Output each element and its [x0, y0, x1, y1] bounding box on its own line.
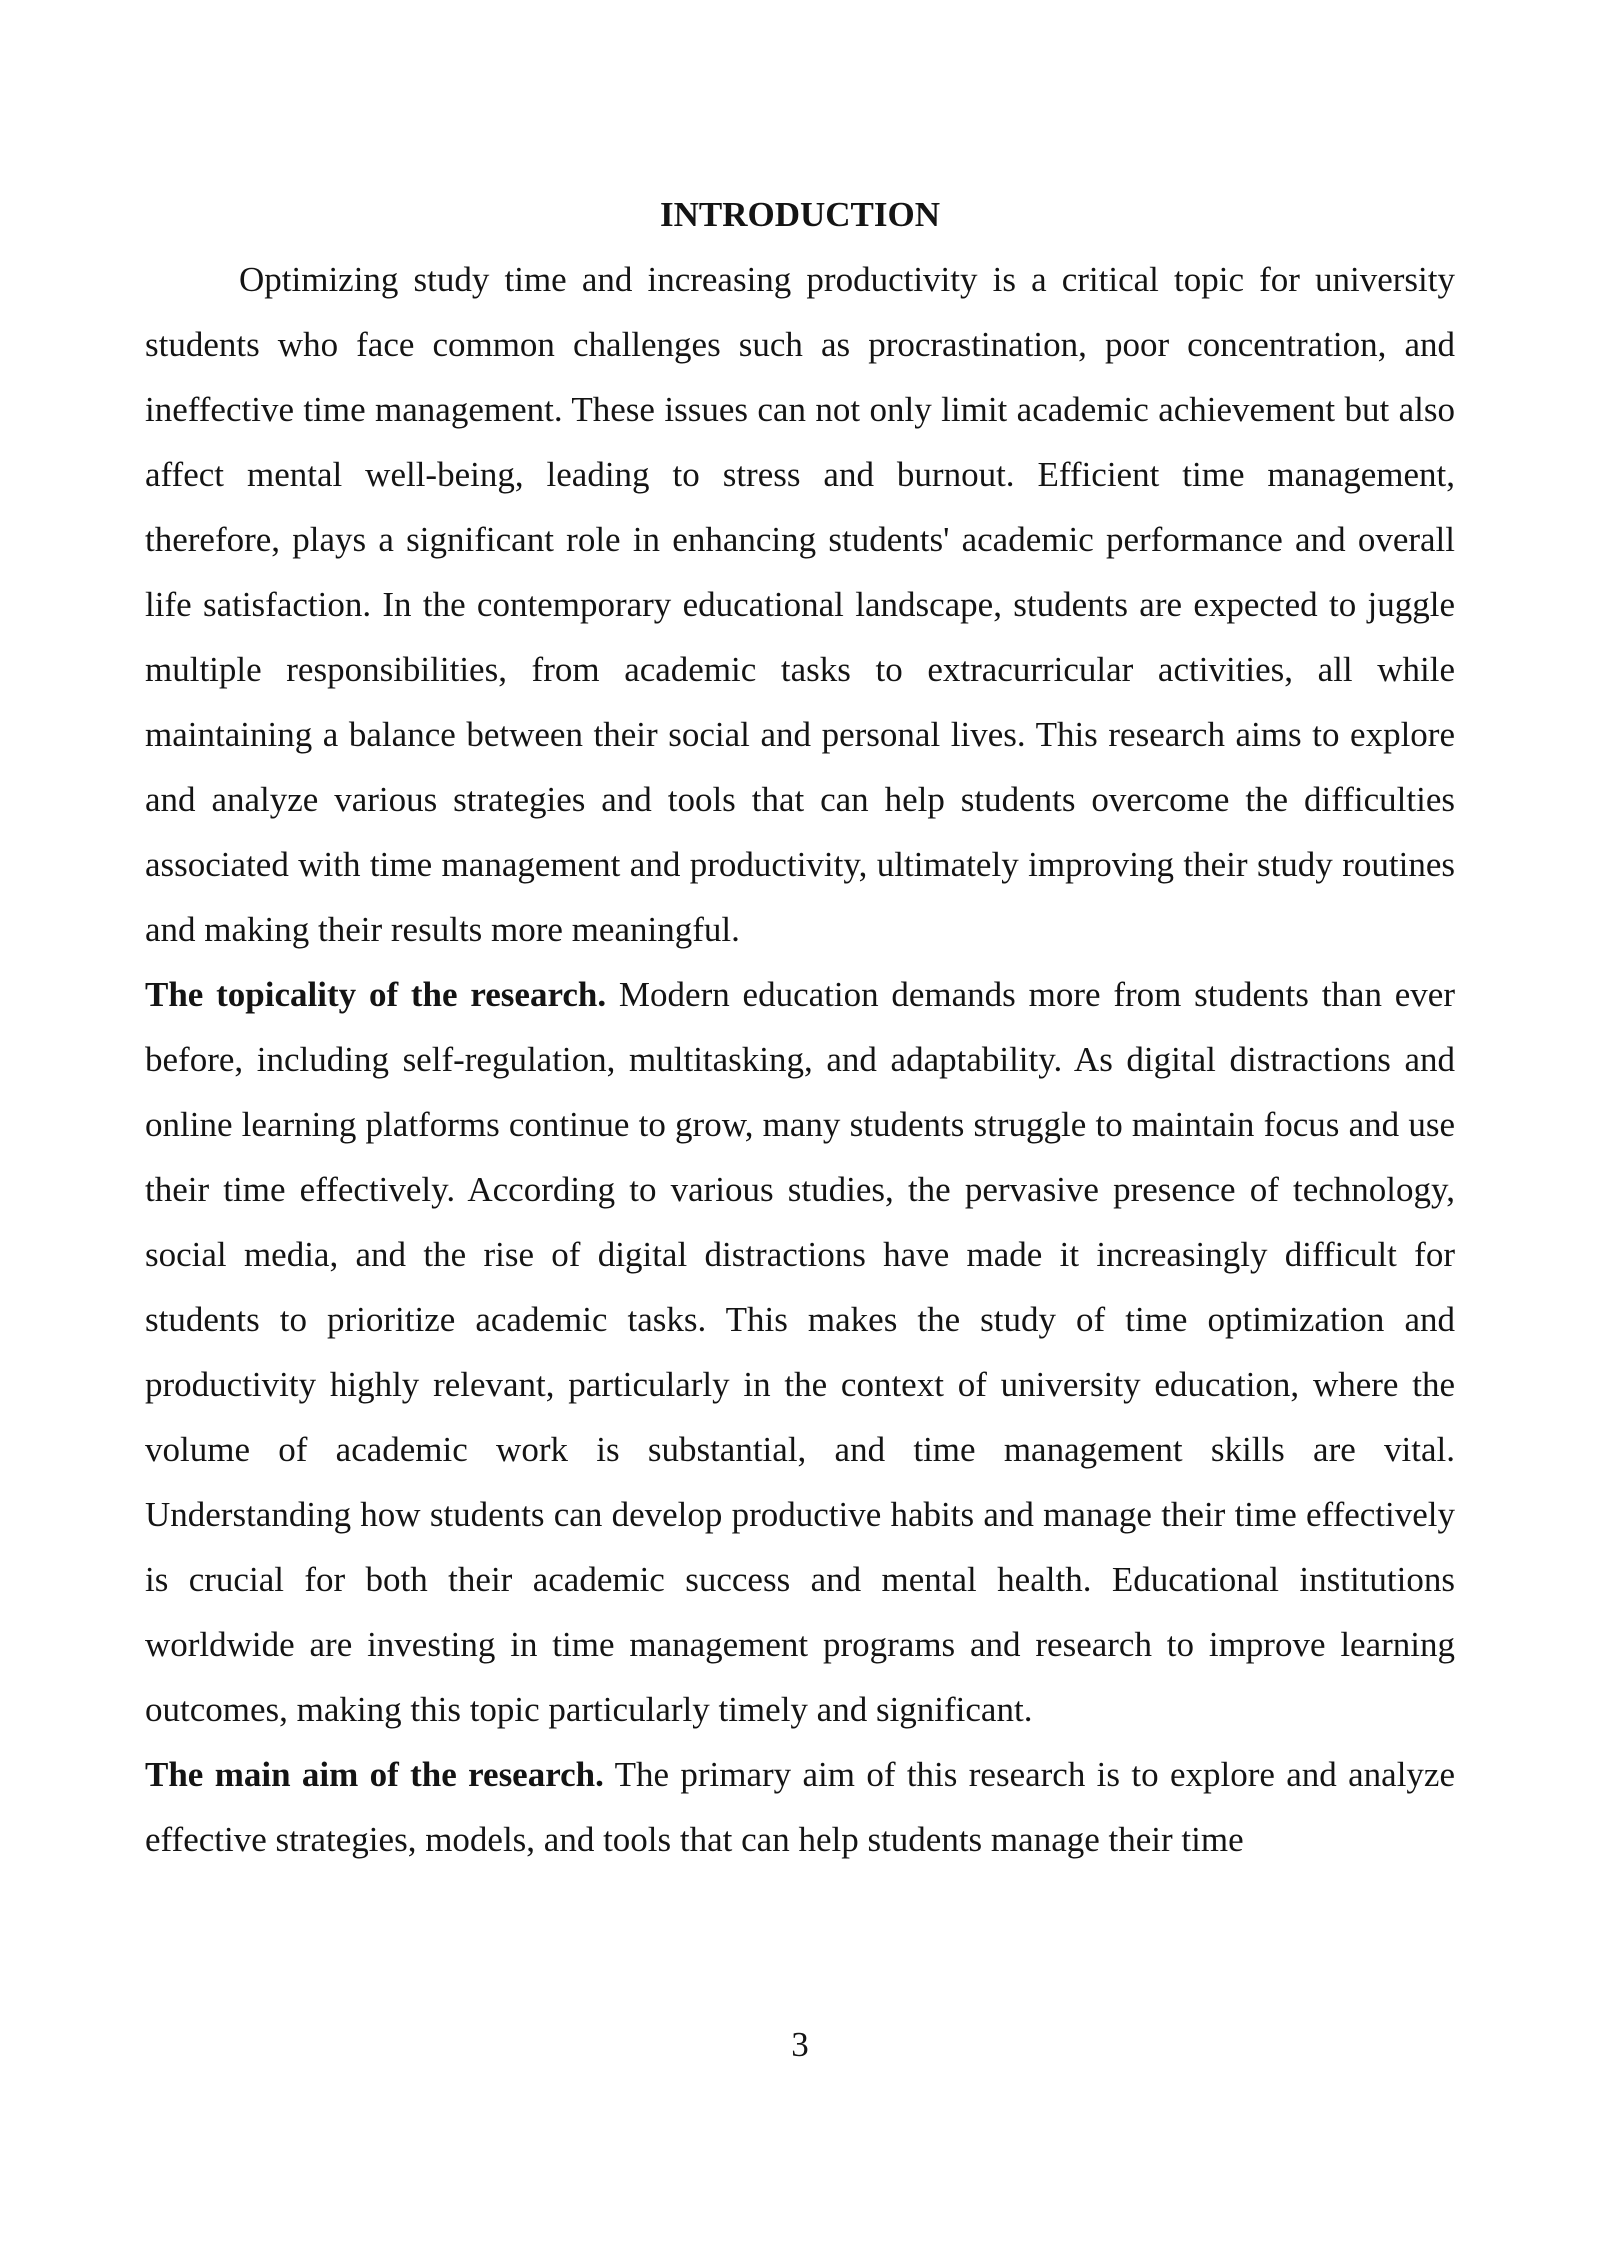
topicality-paragraph [145, 962, 1455, 1742]
topicality-lead: The topicality of the research. [145, 975, 607, 1014]
section-heading: INTRODUCTION [659, 195, 941, 234]
page-number: 3 [791, 2025, 809, 2064]
topicality-text: Modern education demands more from students than ever before, including self-regulation, multitasking, and adaptability. As digital distractions and online learning platforms continue to grow, many students struggle to maintain focus and use their time effectively. According to various studies, the pervasive presence of technology, social media, and the rise of digital distractions have made it increasingly difficult for students to prioritize academic tasks. This makes the study of time optimization and productivity highly relevant, particularly in the context of university education, where the volume of academic work is substantial, and time management skills are vital. Understanding how students can develop productive habits and manage their time effectively is crucial for both their academic success and mental health. Educational institutions worldwide are investing in time management programs and research to improve learning outcomes, making this topic particularly timely and significant. [145, 975, 1455, 1729]
document-body [145, 182, 1455, 1872]
main-aim-text: The primary aim of this research is to explore and analyze effective strategies, models, and tools that can help students manage their time [145, 1755, 1455, 1859]
intro-paragraph: Optimizing study time and increasing productivity is a critical topic for university students who face common challenges such as procrastination, poor concentration, and ineffective time management. These issues can not only limit academic achievement but also affect mental well-being, leading to stress and burnout. Efficient time management, therefore, plays a significant role in enhancing students' academic performance and overall life satisfaction. In the contemporary educational landscape, students are expected to juggle multiple responsibilities, from academic tasks to extracurricular activities, all while maintaining a balance between their social and personal lives. This research aims to explore and analyze various strategies and tools that can help students overcome the difficulties associated with time management and productivity, ultimately improving their study routines and making their results more meaningful. [145, 260, 1455, 949]
main-aim-lead: The main aim of the research. [145, 1755, 604, 1794]
main-aim-paragraph [145, 1742, 1455, 1872]
